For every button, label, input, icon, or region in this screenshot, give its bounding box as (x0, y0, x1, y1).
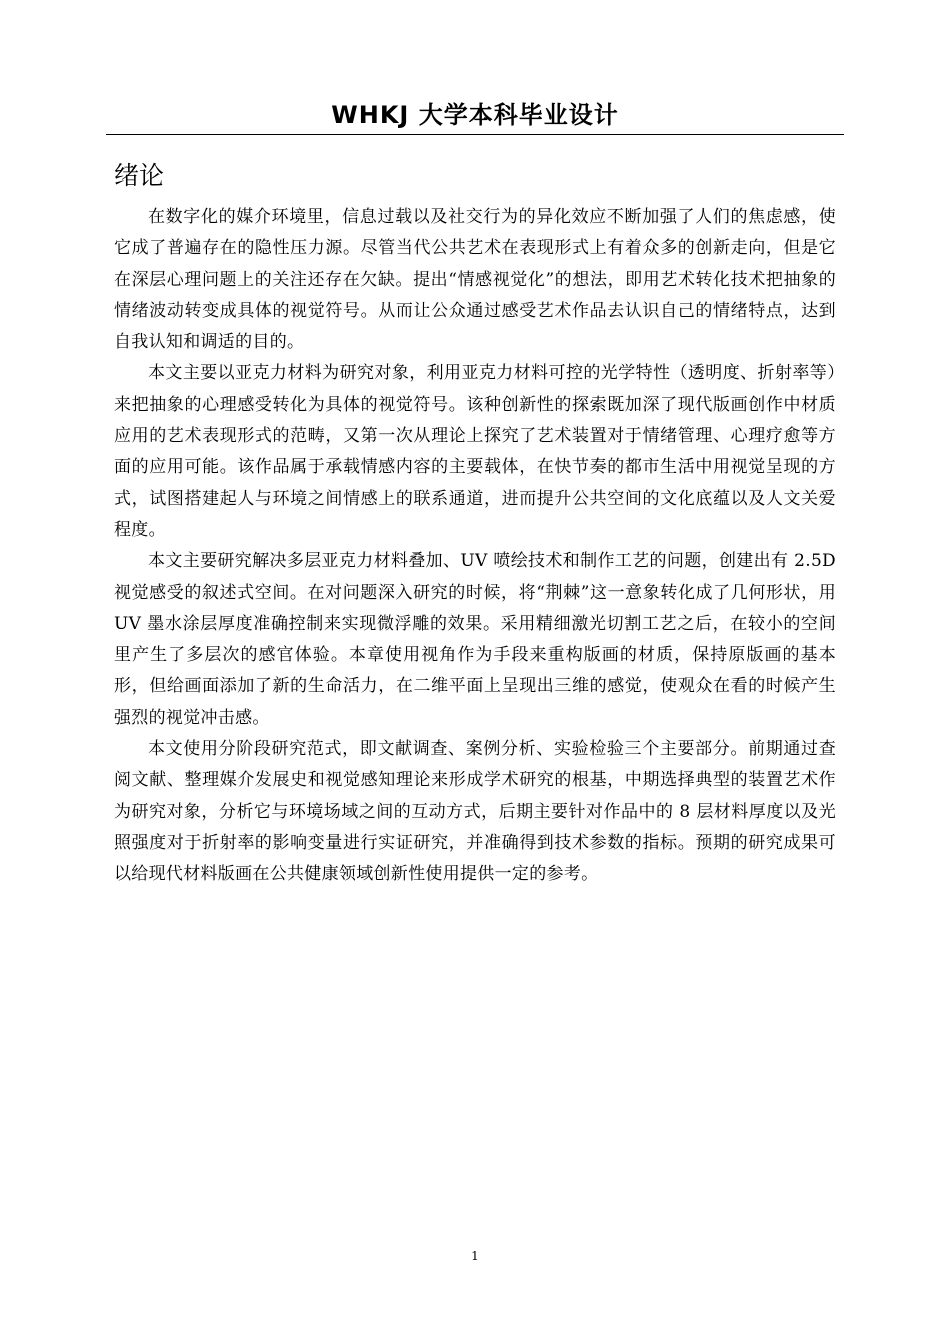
paragraph-3: 本文主要研究解决多层亚克力材料叠加、UV 喷绘技术和制作工艺的问题，创建出有 2.5D 视觉感受的叙述式空间。在对问题深入研究的时候，将“荆棘”这一意象转化成了几何形状，用 UV 墨水涂层厚度准确控制来实现微浮雕的效果。采用精细激光切割工艺之后，在较小的空间里产生了多层次的感官体验。本章使用视角作为手段来重构版画的材质，保持原版画的基本形，但给画面添加了新的生命活力，在二维平面上呈现出三维的感觉，使观众在看的时候产生强烈的视觉冲击感。 (114, 551, 836, 728)
section-heading: 绪论 (114, 161, 165, 190)
paragraph-4: 本文使用分阶段研究范式，即文献调查、案例分析、实验检验三个主要部分。前期通过查阅文献、整理媒介发展史和视觉感知理论来形成学术研究的根基，中期选择典型的装置艺术作为研究对象，分析它与环境场域之间的互动方式，后期主要针对作品中的 8 层材料厚度以及光照强度对于折射率的影响变量进行实证研究，并准确得到技术参数的指标。预期的研究成果可以给现代材料版画在公共健康领域创新性使用提供一定的参考。 (114, 739, 836, 885)
page-header (106, 96, 844, 135)
paragraph-2: 本文主要以亚克力材料为研究对象，利用亚克力材料可控的光学特性（透明度、折射率等）来把抽象的心理感受转化为具体的视觉符号。该种创新性的探索既加深了现代版画创作中材质应用的艺术表现形式的范畴，又第一次从理论上探究了艺术装置对于情绪管理、心理疗愈等方面的应用可能。该作品属于承载情感内容的主要载体，在快节奏的都市生活中用视觉呈现的方式，试图搭建起人与环境之间情感上的联系通道，进而提升公共空间的文化底蕴以及人文关爱程度。 (114, 363, 836, 540)
page-number: 1 (471, 1249, 479, 1263)
header-title: WHKJ 大学本科毕业设计 (331, 101, 619, 129)
paragraph-1: 在数字化的媒介环境里，信息过载以及社交行为的异化效应不断加强了人们的焦虑感，使它成了普遍存在的隐性压力源。尽管当代公共艺术在表现形式上有着众多的创新走向，但是它在深层心理问题上的关注还存在欠缺。提出“情感视觉化”的想法，即用艺术转化技术把抽象的情绪波动转变成具体的视觉符号。从而让公众通过感受艺术作品去认识自己的情绪特点，达到自我认知和调适的目的。 (114, 207, 836, 353)
body-text (114, 202, 836, 891)
